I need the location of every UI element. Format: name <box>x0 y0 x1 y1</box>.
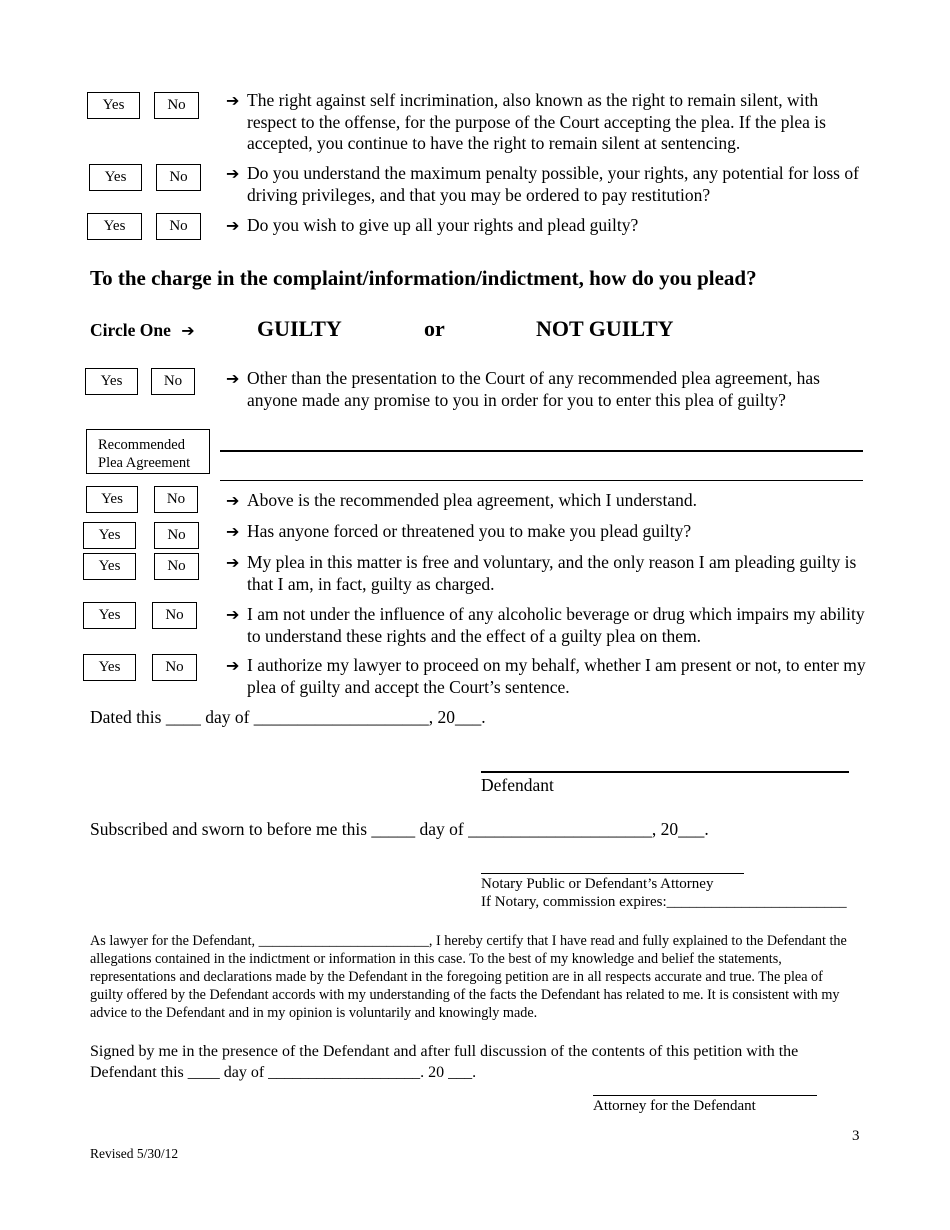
no-checkbox[interactable]: No <box>154 486 198 513</box>
arrow-icon: ➔ <box>226 216 240 235</box>
yes-checkbox[interactable]: Yes <box>89 164 142 191</box>
arrow-icon: ➔ <box>226 522 240 541</box>
question-promise: ➔ Other than the presentation to the Court of any recommended plea agreement, has anyone made any promise to you in order for you to enter this plea of guilty? <box>226 368 820 410</box>
yes-checkbox[interactable]: Yes <box>87 92 140 119</box>
attorney-signature-line[interactable] <box>593 1095 817 1096</box>
arrow-icon: ➔ <box>226 91 240 110</box>
dated-line[interactable]: Dated this ____ day of ____________________, 20___. <box>90 707 486 727</box>
question-forced: ➔ Has anyone forced or threatened you to make you plead guilty? <box>226 521 692 541</box>
lawyer-certification-paragraph: As lawyer for the Defendant, ________________________, I hereby certify that I have read and fully explained to the Defendant the allegations contained in the indictment or information in this case. To the best of my knowledge and belief the statements, representations and declarations made by the Defendant in the foregoing petition are in all respects accurate and true. The plea of guilty offered by the Defendant accords with my understanding of the facts the Defendant has related to me. It is consistent with my advice to the Defendant and in my opinion is voluntarily and knowingly made. <box>90 933 847 1021</box>
arrow-icon: ➔ <box>226 164 240 183</box>
yes-checkbox[interactable]: Yes <box>86 486 138 513</box>
no-checkbox[interactable]: No <box>152 602 197 629</box>
defendant-label: Defendant <box>481 775 554 795</box>
attorney-label: Attorney for the Defendant <box>593 1098 756 1114</box>
option-not-guilty[interactable]: NOT GUILTY <box>536 316 674 341</box>
page-number: 3 <box>852 1128 860 1144</box>
plea-agreement-line[interactable] <box>220 450 863 452</box>
option-or: or <box>424 316 445 341</box>
yes-checkbox[interactable]: Yes <box>87 213 142 240</box>
notary-signature-line[interactable] <box>481 873 744 874</box>
recommended-plea-agreement-box: Recommended Plea Agreement <box>86 429 210 474</box>
question-authorize-lawyer: ➔ I authorize my lawyer to proceed on my behalf, whether I am present or not, to enter my plea of guilty and accept the Court’s sentence. <box>226 655 866 697</box>
revised-date: Revised 5/30/12 <box>90 1146 179 1161</box>
yes-checkbox[interactable]: Yes <box>83 553 136 580</box>
question-give-up-rights: ➔ Do you wish to give up all your rights and plead guilty? <box>226 215 639 235</box>
question-voluntary: ➔ My plea in this matter is free and voluntary, and the only reason I am pleading guilty is that I am, in fact, guilty as charged. <box>226 552 857 594</box>
plea-agreement-line[interactable] <box>220 480 863 481</box>
option-guilty[interactable]: GUILTY <box>257 316 342 341</box>
signed-paragraph: Signed by me in the presence of the Defendant and after full discussion of the contents of this petition with the Defendant this ____ day of ___________________. 20 ___. <box>90 1043 799 1081</box>
no-checkbox[interactable]: No <box>156 213 201 240</box>
circle-one-label: Circle One ➔ <box>90 320 195 340</box>
arrow-icon: ➔ <box>226 369 240 388</box>
notary-label: Notary Public or Defendant’s Attorney If Notary, commission expires:________________________ <box>481 876 847 910</box>
question-self-incrimination: ➔ The right against self incrimination, also known as the right to remain silent, with respect to the offense, for the purpose of the Court accepting the plea. If the plea is accepted, you continue to have the right to remain silent at sentencing. <box>226 90 826 153</box>
question-influence: ➔ I am not under the influence of any alcoholic beverage or drug which impairs my ability to understand these rights and the effect of a guilty plea on them. <box>226 604 865 646</box>
yes-checkbox[interactable]: Yes <box>83 602 136 629</box>
no-checkbox[interactable]: No <box>152 654 197 681</box>
arrow-icon: ➔ <box>226 656 240 675</box>
yes-checkbox[interactable]: Yes <box>83 522 136 549</box>
yes-checkbox[interactable]: Yes <box>83 654 136 681</box>
defendant-signature-line[interactable] <box>481 771 849 773</box>
subscribed-line[interactable]: Subscribed and sworn to before me this _____ day of _____________________, 20___. <box>90 819 709 839</box>
no-checkbox[interactable]: No <box>154 92 199 119</box>
no-checkbox[interactable]: No <box>154 522 199 549</box>
arrow-icon: ➔ <box>181 321 195 340</box>
yes-checkbox[interactable]: Yes <box>85 368 138 395</box>
question-understand-agreement: ➔ Above is the recommended plea agreement, which I understand. <box>226 490 697 510</box>
no-checkbox[interactable]: No <box>151 368 195 395</box>
plea-heading: To the charge in the complaint/information/indictment, how do you plead? <box>90 266 757 290</box>
no-checkbox[interactable]: No <box>154 553 199 580</box>
arrow-icon: ➔ <box>226 491 240 510</box>
arrow-icon: ➔ <box>226 553 240 572</box>
question-maximum-penalty: ➔ Do you understand the maximum penalty possible, your rights, any potential for loss of driving privileges, and that you may be ordered to pay restitution? <box>226 163 859 205</box>
no-checkbox[interactable]: No <box>156 164 201 191</box>
arrow-icon: ➔ <box>226 605 240 624</box>
